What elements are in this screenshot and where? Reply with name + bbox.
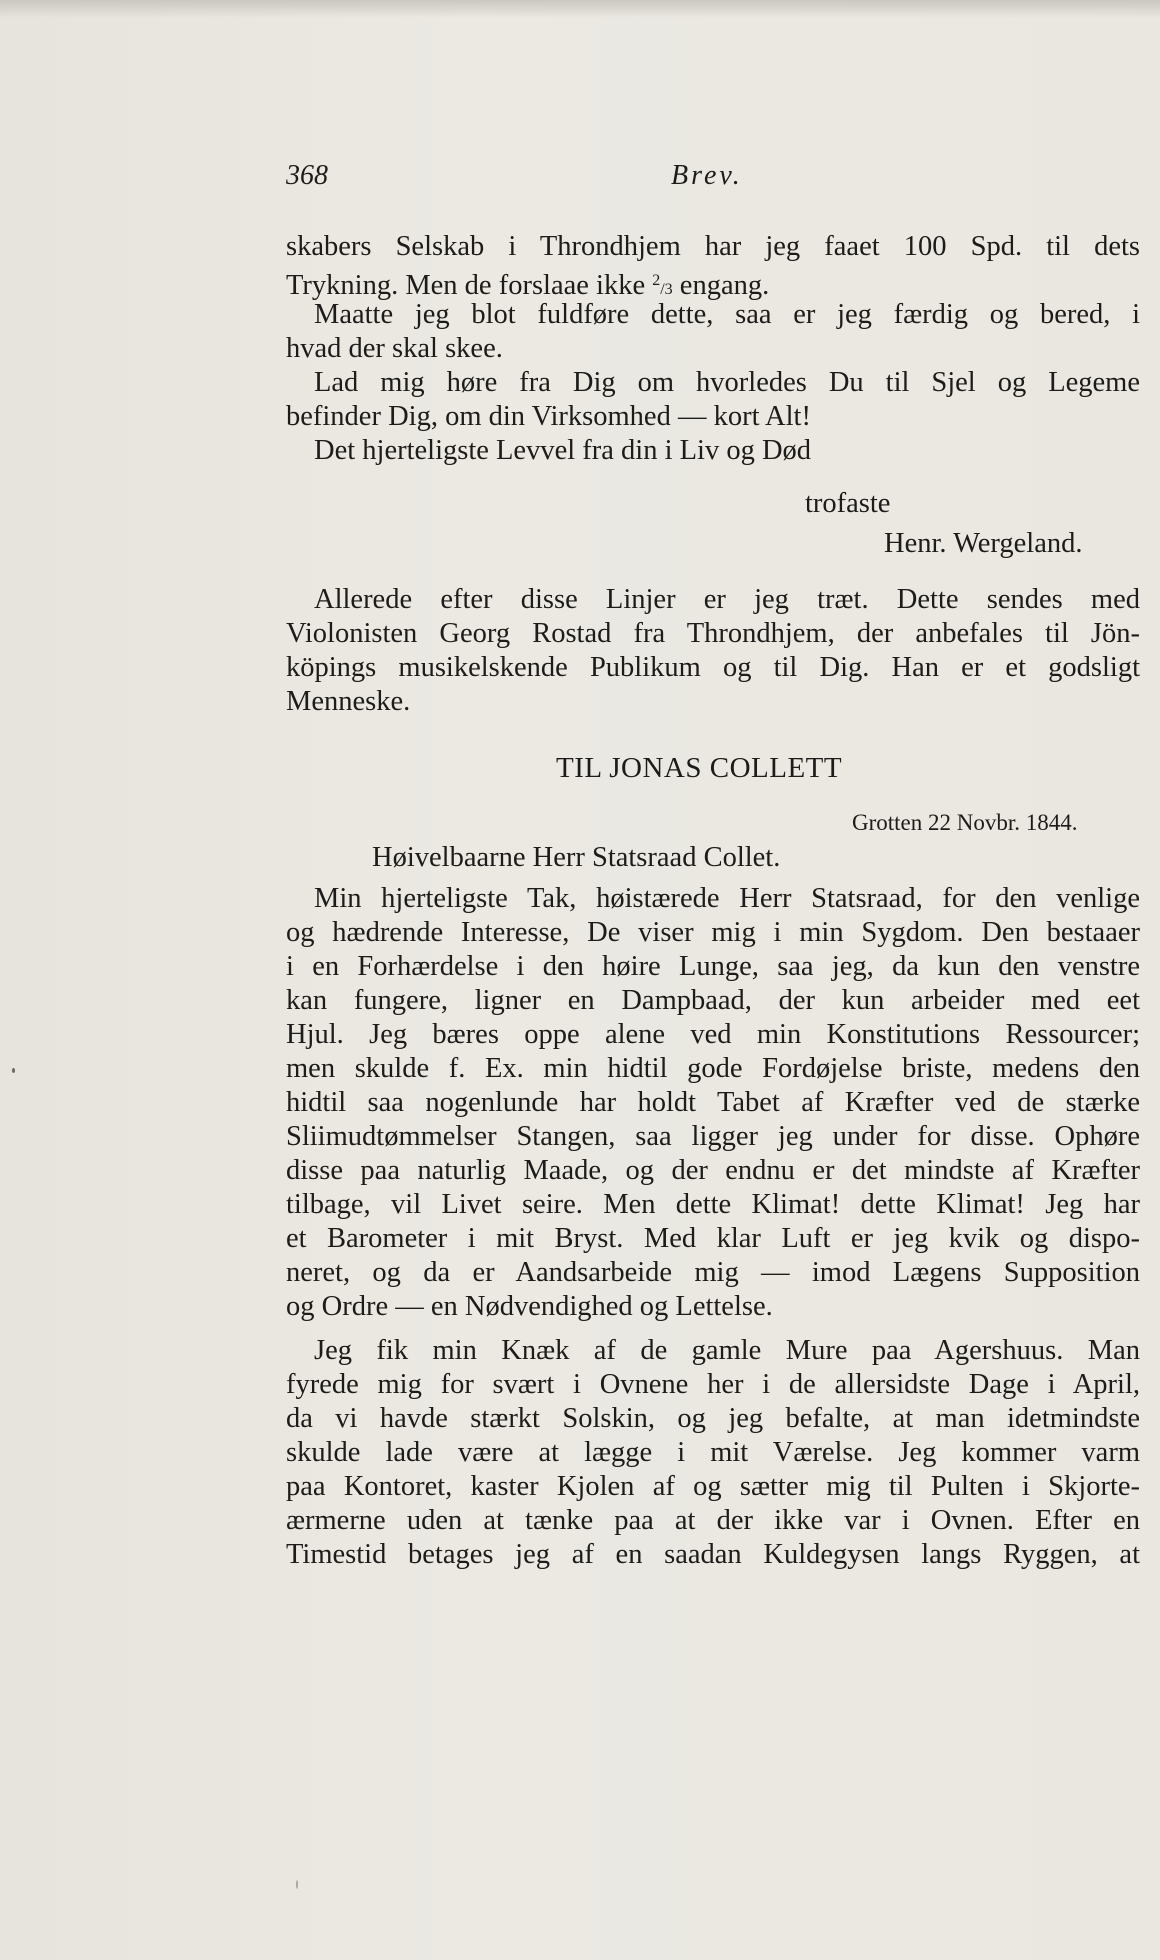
salutation: Høivelbaarne Herr Statsraad Collet. <box>372 842 781 873</box>
paper-speck <box>296 1880 298 1889</box>
postscript <box>286 583 1140 719</box>
text-line: Sliimudtømmelser Stangen, saa ligger jeg under for disse. Ophøre <box>286 1121 1140 1152</box>
text-line: og Ordre — en Nødvendighed og Lettelse. <box>286 1291 773 1322</box>
text-line: skabers Selskab i Throndhjem har jeg faaet 100 Spd. til dets <box>286 231 1140 262</box>
text-line: Timestid betages jeg af en saadan Kuldegysen langs Ryggen, at <box>286 1539 1140 1570</box>
text-line: kan fungere, ligner en Dampbaad, der kun arbeider med eet <box>286 985 1140 1016</box>
text-line: köpings musikelskende Publikum og til Dig. Han er et godsligt <box>286 652 1140 683</box>
text-line: paa Kontoret, kaster Kjolen af og sætter mig til Pulten i Skjorte- <box>286 1471 1140 1502</box>
page-edge-shadow <box>0 0 1160 18</box>
dateline: Grotten 22 Novbr. 1844. <box>852 810 1078 835</box>
text-line: et Barometer i mit Bryst. Med klar Luft er jeg kvik og dispo- <box>286 1223 1140 1254</box>
text-line: hidtil saa nogenlunde har holdt Tabet af Kræfter ved de stærke <box>286 1087 1140 1118</box>
text-fragment: engang. <box>672 270 770 301</box>
letter-body-paragraph-2 <box>286 1334 1140 1572</box>
text-line: Menneske. <box>286 686 411 717</box>
text-line <box>286 264 1140 301</box>
text-line: Hjul. Jeg bæres oppe alene ved min Konstitutions Ressourcer; <box>286 1019 1140 1050</box>
text-line: Jeg fik min Knæk af de gamle Mure paa Agershuus. Man <box>314 1335 1140 1366</box>
running-title: Brev. <box>671 160 743 191</box>
fraction-denominator: /3 <box>660 281 673 298</box>
text-line: Lad mig høre fra Dig om hvorledes Du til Sjel og Legeme <box>314 367 1140 398</box>
text-line: i en Forhærdelse i den høire Lunge, saa jeg, da kun den venstre <box>286 951 1140 982</box>
text-line: ærmerne uden at tænke paa at der ikke var i Ovnen. Efter en <box>286 1505 1140 1536</box>
page-header <box>286 160 1140 200</box>
fraction-numerator: 2 <box>652 272 661 289</box>
text-line: Violonisten Georg Rostad fra Throndhjem, der anbefales til Jön- <box>286 618 1140 649</box>
text-line: Maatte jeg blot fuldføre dette, saa er jeg færdig og bered, i <box>314 299 1140 330</box>
text-line: fyrede mig for svært i Ovnene her i de allersidste Dage i April, <box>286 1369 1140 1400</box>
text-line: neret, og da er Aandsarbeide mig — imod Lægens Supposition <box>286 1257 1140 1288</box>
page-number: 368 <box>286 160 328 191</box>
text-line: Det hjerteligste Levvel fra din i Liv og Død <box>314 435 812 466</box>
paper-speck <box>12 1068 15 1073</box>
text-line: Allerede efter disse Linjer er jeg træt. Dette sendes med <box>314 584 1140 615</box>
text-line: og hædrende Interesse, De viser mig i min Sygdom. Den bestaaer <box>286 917 1140 948</box>
letter-continuation <box>286 230 1140 468</box>
text-line: Min hjerteligste Tak, høistærede Herr Statsraad, for den venlige <box>314 883 1140 914</box>
letter-closing: trofaste <box>805 488 891 519</box>
text-line: skulde lade være at lægge i mit Værelse. Jeg kommer varm <box>286 1437 1140 1468</box>
text-line: hvad der skal skee. <box>286 333 503 364</box>
text-line: disse paa naturlig Maade, og der endnu er det mindste af Kræfter <box>286 1155 1140 1186</box>
text-line: da vi havde stærkt Solskin, og jeg befalte, at man idetmindste <box>286 1403 1140 1434</box>
signature: Henr. Wergeland. <box>884 528 1083 559</box>
letter-body-paragraph-1 <box>286 882 1140 1324</box>
text-line: men skulde f. Ex. min hidtil gode Fordøjelse briste, medens den <box>286 1053 1140 1084</box>
letter-heading: TIL JONAS COLLETT <box>556 752 843 784</box>
text-line: tilbage, vil Livet seire. Men dette Klimat! dette Klimat! Jeg har <box>286 1189 1140 1220</box>
text-fragment: Trykning. Men de forslaae ikke <box>286 270 646 301</box>
text-line: befinder Dig, om din Virksomhed — kort Alt! <box>286 401 811 432</box>
